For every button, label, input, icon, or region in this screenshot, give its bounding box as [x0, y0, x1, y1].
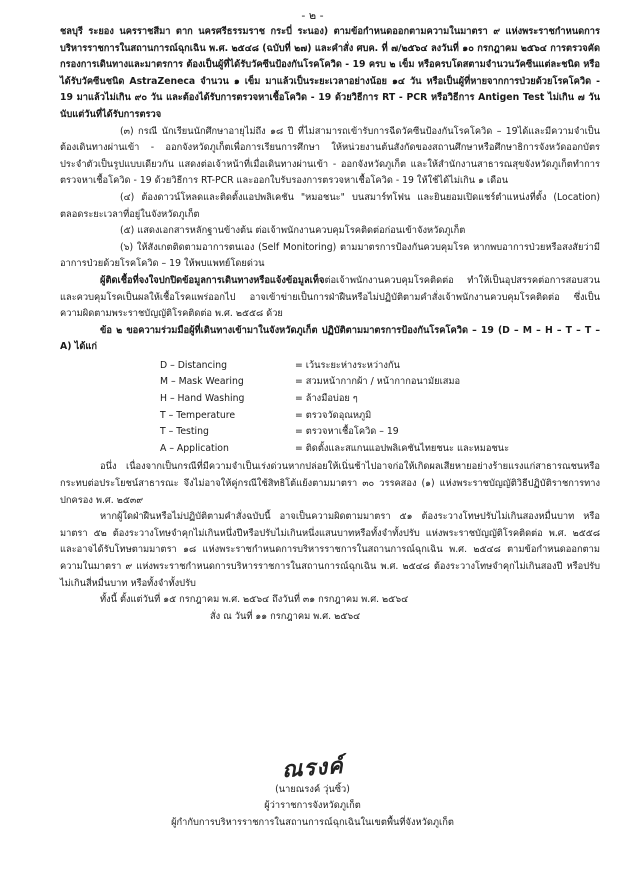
- item-5-documents: (๕) แสดงเอกสารหลักฐานข้างต้น ต่อเจ้าพนักงานควบคุมโรคติดต่อก่อนเข้าจังหวัดภูเก็ต: [120, 225, 466, 237]
- paragraph-penalty: หากผู้ใดฝ่าฝืนหรือไม่ปฏิบัติตามคำสั่งฉบับนี้ อาจเป็นความผิดตามมาตรา ๕๑ ต้องระวางโทษปรับไม่เกินสองหมื่นบาท หรือมาตรา ๕๒ ต้องระวางโทษจำคุกไม่เกินหนึ่งปีหรือปรับไม่เกินหนึ่งแสนบาทหรือทั้งจำทั้งปรับ แห่งพระราชบัญญัติโรคติดต่อ พ.ศ. ๒๕๕๘ และอาจได้รับโทษตามมาตรา ๑๘ แห่งพระราชกำหนดการบริหารราชการในสถานการณ์ฉุกเฉิน พ.ศ. ๒๕๔๘ ตามข้อกำหนดออกตามความในมาตรา ๙ แห่งพระราชกำหนดการบริหารราชการในสถานการณ์ฉุกเฉิน พ.ศ. ๒๕๔๘ ต้องระวางโทษจำคุกไม่เกินสองปี หรือปรับไม่เกินสี่หมื่นบาท หรือทั้งจำทั้งปรับ: [60, 511, 600, 589]
- dmhtta-item: [160, 374, 600, 391]
- handwritten-signature: ณรงค์: [280, 752, 345, 784]
- item-4-app: (๔) ต้องดาวน์โหลดและติดตั้งแอปพลิเคชัน "หมอชนะ" บนสมาร์ทโฟน และยินยอมเปิดแชร์ตำแหน่งที่ตั้ง (Location) ตลอดระยะเวลาที่อยู่ในจังหวัดภูเก็ต: [60, 191, 600, 220]
- item-3-students: (๓) กรณี นักเรียนนักศึกษาอายุไม่ถึง ๑๘ ปี ที่ไม่สามารถเข้ารับการฉีดวัคซีนป้องกันโรคโควิด – 19ได้และมีความจำเป็นต้องเดินทางผ่านเข้า - ออกจังหวัดภูเก็ตเพื่อการเรียนการศึกษา ให้หน่วยงานต้นสังกัดของสถานศึกษาหรือศึกษาธิการจังหวัดออกบัตรประจำตัวเป็นรูปแบบเดียวกัน แสดงต่อเจ้าหน้าที่เมื่อเดินทางผ่านเข้า - ออกจังหวัดภูเก็ต และให้สำนักงานสาธารณสุขจังหวัดภูเก็ตทำการตรวจหาเชื้อโควิด - 19 ด้วยวิธีการ RT-PCR และออกใบรับรองการตรวจหาเชื้อโควิด - 19 ให้ใช้ได้ไม่เกิน ๑ เดือน: [60, 125, 600, 187]
- dmhtta-term: T – Testing: [160, 426, 209, 438]
- dmhtta-term: H – Hand Washing: [160, 393, 245, 405]
- dmhtta-desc: = ติดตั้งและสแกนแอปพลิเคชันไทยชนะ และหมอชนะ: [295, 442, 510, 454]
- paragraph-urgency: อนึ่ง เนื่องจากเป็นกรณีที่มีความจำเป็นเร่งด่วนหากปล่อยให้เนิ่นช้าไปอาจก่อให้เกิดผลเสียหายอย่างร้ายแรงแก่สาธารณชนหรือกระทบต่อประโยชน์สาธารณะ จึงไม่อาจให้คู่กรณีใช้สิทธิโต้แย้งตามมาตรา ๓๐ วรรคสอง (๑) แห่งพระราชบัญญัติวิธีปฏิบัติราชการทางปกครอง พ.ศ. ๒๕๓๙: [60, 461, 600, 506]
- dmhtta-desc: = เว้นระยะห่างระหว่างกัน: [295, 359, 400, 371]
- concealment-rest: ต่อเจ้าพนักงานควบคุมโรคติดต่อ ทำให้เป็นอุปสรรคต่อการสอบสวนและควบคุมโรคเป็นผลให้เชื้อโรคแพร่ออกไป อาจเข้าข่ายเป็นการฝ่าฝืนหรือไม่ปฏิบัติตามคำสั่งเจ้าพนักงานควบคุมโรคติดต่อ ซึ่งเป็นความผิดตามพระราชบัญญัติโรคติดต่อ พ.ศ. ๒๕๕๘ ด้วย: [60, 274, 600, 320]
- dmhtta-desc: = ตรวจหาเชื้อโควิด – 19: [295, 426, 399, 438]
- clause-2-heading: ข้อ ๒ ขอความร่วมมือผู้ที่เดินทางเข้ามาในจังหวัดภูเก็ต ปฏิบัติตามมาตรการป้องกันโรคโควิด – 19 (D – M – H – T – T – A) ได้แก่: [60, 324, 600, 353]
- dmhtta-item: [160, 358, 600, 375]
- dmhtta-term: A – Application: [160, 442, 229, 454]
- signer-title: ผู้ว่าราชการจังหวัดภูเก็ต: [264, 800, 361, 811]
- dmhtta-term: M – Mask Wearing: [160, 376, 244, 388]
- signer-title-secondary: ผู้กำกับการบริหารราชการในสถานการณ์ฉุกเฉินในเขตพื้นที่จังหวัดภูเก็ต: [171, 816, 454, 828]
- dmhtta-item: [160, 391, 600, 408]
- dmhtta-desc: = ตรวจวัดอุณหภูมิ: [295, 409, 372, 421]
- item-6-self-monitoring: (๖) ให้สังเกตติดตามอาการตนเอง (Self Monitoring) ตามมาตรการป้องกันควบคุมโรค หากพบอาการป่วยหรือสงสัยว่ามีอาการป่วยด้วยโรคโควิด – 19 ให้พบแพทย์โดยด่วน: [60, 241, 600, 270]
- order-date: สั่ง ณ วันที่ ๑๑ กรกฎาคม พ.ศ. ๒๕๖๔: [210, 610, 361, 622]
- dmhtta-list: [160, 358, 600, 458]
- document-body: [60, 24, 600, 625]
- dmhtta-term: D – Distancing: [160, 359, 228, 371]
- dmhtta-item: [160, 441, 600, 458]
- dmhtta-item: [160, 424, 600, 441]
- dmhtta-term: T – Temperature: [160, 409, 236, 421]
- signer-name: (นายณรงค์ วุ่นซิ้ว): [275, 783, 350, 795]
- paragraph-concealment: [60, 273, 600, 323]
- dmhtta-item: [160, 408, 600, 425]
- effective-period: ทั้งนี้ ตั้งแต่วันที่ ๑๕ กรกฎาคม พ.ศ. ๒๕๖๔ ถึงวันที่ ๓๑ กรกฎาคม พ.ศ. ๒๕๖๔: [100, 594, 409, 606]
- signature-block: [0, 752, 625, 831]
- page-number: - ๒ -: [301, 9, 324, 22]
- paragraph-vaccination-requirement: ชลบุรี ระยอง นครราชสีมา ตาก นครศรีธรรมราช กระบี่ ระนอง) ตามข้อกำหนดออกตามความในมาตรา ๙ แห่งพระราชกำหนดการบริหารราชการในสถานการณ์ฉุกเฉิน พ.ศ. ๒๕๔๘ (ฉบับที่ ๒๗) และคำสั่ง ศบค. ที่ ๗/๒๕๖๔ ลงวันที่ ๑๐ กรกฎาคม ๒๕๖๔ การตรวจคัดกรองการเดินทางและมาตรการ ต้องเป็นผู้ที่ได้รับวัคซีนป้องกันโรคโควิด - 19 ครบ ๒ เข็ม หรือครบโดสตามจำนวนวัคซีนแต่ละชนิด หรือได้รับวัคซีนชนิด AstraZeneca จำนวน ๑ เข็ม มาแล้วเป็นระยะเวลาอย่างน้อย ๑๔ วัน หรือเป็นผู้ที่หายจากการป่วยด้วยโรคโควิด - 19 มาแล้วไม่เกิน ๙๐ วัน และต้องได้รับการตรวจหาเชื้อโควิด - 19 ด้วยวิธีการ RT - PCR หรือวิธีการ Antigen Test ไม่เกิน ๗ วัน นับแต่วันที่ได้รับการตรวจ: [60, 26, 600, 120]
- dmhtta-desc: = สวมหน้ากากผ้า / หน้ากากอนามัยเสมอ: [295, 376, 461, 388]
- dmhtta-desc: = ล้างมือบ่อย ๆ: [295, 393, 358, 405]
- concealment-bold: ผู้ติดเชื้อที่จงใจปกปิดข้อมูลการเดินทางหรือแจ้งข้อมูลเท็จ: [100, 274, 325, 286]
